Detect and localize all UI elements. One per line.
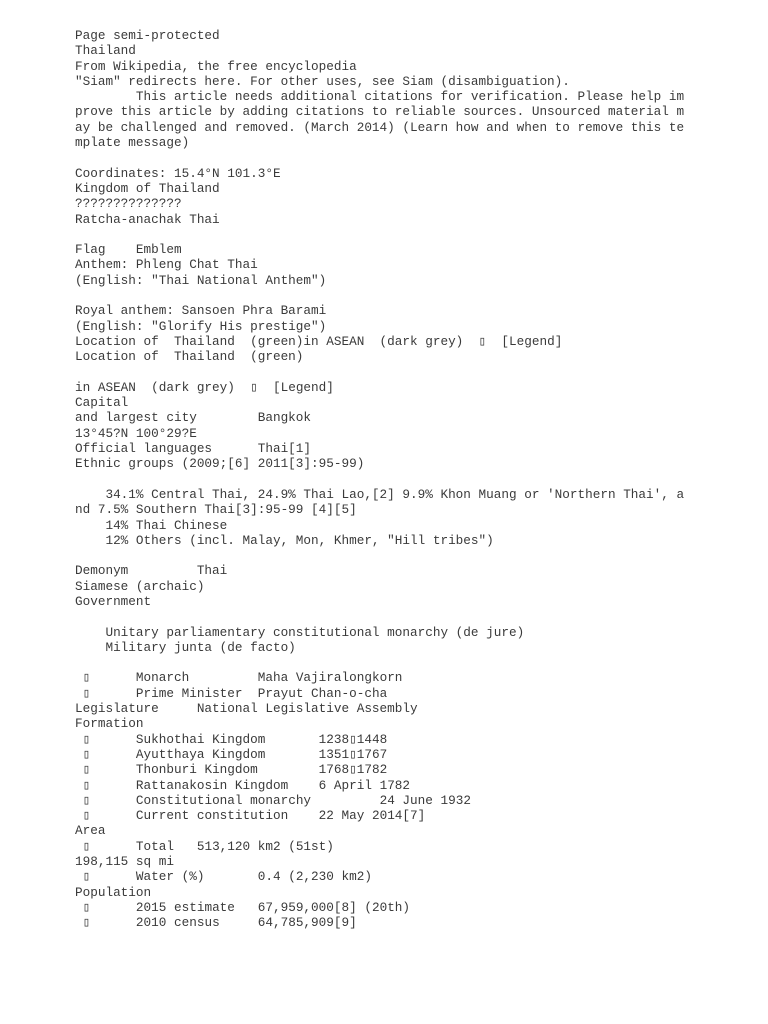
blank-line: [75, 227, 685, 242]
blank-line: [75, 150, 685, 165]
royal-anthem: Royal anthem: Sansoen Phra Barami: [75, 303, 327, 319]
infobox-row: Demonym Thai: [75, 563, 228, 579]
location-caption: in ASEAN (dark grey) ▯ [Legend]: [75, 379, 334, 395]
citation-notice-line: This article needs additional citations for verification. Please help im: [75, 89, 685, 105]
coordinates: Coordinates: 15.4°N 101.3°E: [75, 165, 281, 181]
infobox-row: ▯ 2010 census 64,785,909[9]: [75, 915, 357, 931]
infobox-row: Siamese (archaic): [75, 578, 205, 594]
infobox-row: Government: [75, 593, 152, 609]
ethnic-group-item: 14% Thai Chinese: [75, 517, 228, 533]
government-item: Military junta (de facto): [75, 639, 296, 655]
infobox-row: Official languages Thai[1]: [75, 441, 312, 457]
protection-notice: Page semi-protected: [75, 28, 220, 43]
infobox-row: ▯ Rattanakosin Kingdom 6 April 1782: [75, 777, 411, 793]
royal-anthem-english: (English: "Glorify His prestige"): [75, 318, 327, 334]
romanized-name: Ratcha-anachak Thai: [75, 211, 220, 227]
infobox-row: ▯ Sukhothai Kingdom 1238▯1448: [75, 731, 388, 747]
infobox-row: ▯ 2015 estimate 67,959,000[8] (20th): [75, 899, 411, 915]
blank-line: [75, 609, 685, 624]
infobox-row: ▯ Monarch Maha Vajiralongkorn: [75, 670, 403, 686]
blank-line: [75, 365, 685, 380]
government-item: Unitary parliamentary constitutional monarchy (de jure): [75, 624, 525, 640]
ethnic-group-item: nd 7.5% Southern Thai[3]:95-99 [4][5]: [75, 502, 357, 518]
citation-notice-line: ay be challenged and removed. (March 2014) (Learn how and when to remove this te: [75, 119, 685, 135]
infobox-row: ▯ Current constitution 22 May 2014[7]: [75, 808, 426, 824]
flag-emblem-labels: Flag Emblem: [75, 242, 182, 258]
infobox-row: ▯ Thonburi Kingdom 1768▯1782: [75, 762, 388, 778]
ethnic-group-item: 34.1% Central Thai, 24.9% Thai Lao,[2] 9.9% Khon Muang or 'Northern Thai', a: [75, 486, 685, 502]
anthem: Anthem: Phleng Chat Thai: [75, 257, 258, 273]
blank-line: [75, 548, 685, 563]
infobox-row: 198,115 sq mi: [75, 854, 174, 870]
infobox-row: 13°45?N 100°29?E: [75, 425, 197, 441]
citation-notice-line: mplate message): [75, 135, 190, 151]
ethnic-group-item: 12% Others (incl. Malay, Mon, Khmer, "Hill tribes"): [75, 532, 494, 548]
citation-notice-line: prove this article by adding citations to reliable sources. Unsourced material m: [75, 104, 685, 120]
native-name: ??????????????: [75, 196, 182, 212]
location-caption: Location of Thailand (green): [75, 349, 304, 365]
infobox-row: Population: [75, 884, 152, 900]
infobox-row: ▯ Constitutional monarchy 24 June 1932: [75, 792, 471, 808]
infobox-row: Formation: [75, 716, 144, 732]
redirect-note: "Siam" redirects here. For other uses, see Siam (disambiguation).: [75, 73, 570, 89]
blank-line: [75, 472, 685, 487]
infobox-row: Area: [75, 823, 106, 839]
infobox-row: ▯ Total 513,120 km2 (51st): [75, 838, 334, 854]
source-tagline: From Wikipedia, the free encyclopedia: [75, 58, 357, 74]
infobox-row: Capital: [75, 395, 129, 411]
infobox-row: ▯ Ayutthaya Kingdom 1351▯1767: [75, 746, 388, 762]
blank-line: [75, 655, 685, 670]
location-caption: Location of Thailand (green)in ASEAN (dark grey) ▯ [Legend]: [75, 333, 563, 349]
official-name: Kingdom of Thailand: [75, 180, 220, 196]
infobox-row: Ethnic groups (2009;[6] 2011[3]:95-99): [75, 456, 365, 472]
article-title: Thailand: [75, 43, 136, 59]
document-page: [75, 28, 685, 931]
infobox-row: ▯ Water (%) 0.4 (2,230 km2): [75, 869, 372, 885]
infobox-row: ▯ Prime Minister Prayut Chan-o-cha: [75, 685, 388, 701]
anthem-english: (English: "Thai National Anthem"): [75, 272, 327, 288]
blank-line: [75, 288, 685, 303]
infobox-row: Legislature National Legislative Assembly: [75, 701, 418, 717]
infobox-row: and largest city Bangkok: [75, 410, 312, 426]
